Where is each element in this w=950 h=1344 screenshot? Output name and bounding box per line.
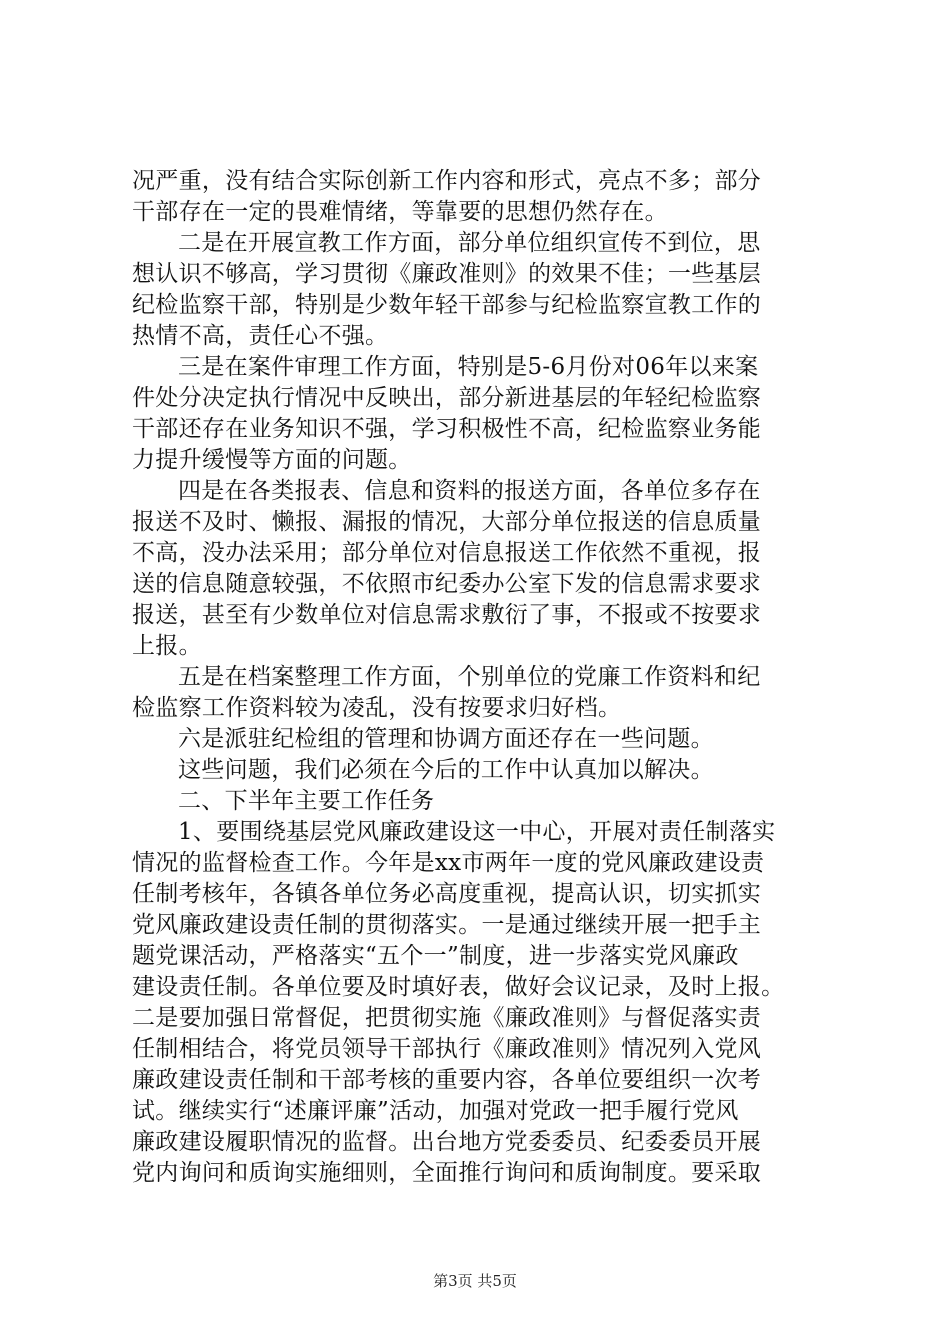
text-line: 廉政建设履职情况的监督。出台地方党委委员、纪委委员开展 bbox=[132, 1129, 762, 1155]
text-line: 纪检监察干部，特别是少数年轻干部参与纪检监察宣教工作的 bbox=[132, 292, 762, 318]
text-line: 1、要围绕基层党风廉政建设这一中心，开展对责任制落实 bbox=[178, 819, 776, 845]
text-line: 三是在案件审理工作方面，特别是5-6月份对06年以来案 bbox=[178, 354, 759, 380]
text-line: 干部还存在业务知识不强，学习积极性不高，纪检监察业务能 bbox=[132, 416, 762, 442]
text-line: 任制考核年，各镇各单位务必高度重视，提高认识，切实抓实 bbox=[132, 881, 762, 907]
text-line: 力提升缓慢等方面的问题。 bbox=[132, 447, 412, 473]
text-line: 二是在开展宣教工作方面，部分单位组织宣传不到位，思 bbox=[178, 230, 761, 256]
text-line: 廉政建设责任制和干部考核的重要内容，各单位要组织一次考 bbox=[132, 1067, 762, 1093]
text-line: 任制相结合，将党员领导干部执行《廉政准则》情况列入党风 bbox=[132, 1036, 762, 1062]
text-line: 报送不及时、懒报、漏报的情况，大部分单位报送的信息质量 bbox=[132, 509, 762, 535]
text-line: 干部存在一定的畏难情绪，等靠要的思想仍然存在。 bbox=[132, 199, 668, 225]
page-footer: 第3页 共5页 bbox=[433, 1272, 517, 1290]
text-line: 检监察工作资料较为凌乱，没有按要求归好档。 bbox=[132, 695, 622, 721]
text-line: 题党课活动，严格落实“五个一”制度，进一步落实党风廉政 bbox=[132, 943, 739, 969]
text-line: 二、下半年主要工作任务 bbox=[178, 788, 435, 814]
text-line: 件处分决定执行情况中反映出，部分新进基层的年轻纪检监察 bbox=[132, 385, 762, 411]
text-line: 情况的监督检查工作。今年是xx市两年一度的党风廉政建设责 bbox=[132, 850, 765, 876]
text-line: 这些问题，我们必须在今后的工作中认真加以解决。 bbox=[178, 757, 714, 783]
document-body bbox=[132, 166, 828, 1189]
text-line: 五是在档案整理工作方面，个别单位的党廉工作资料和纪 bbox=[178, 664, 761, 690]
text-line: 四是在各类报表、信息和资料的报送方面，各单位多存在 bbox=[178, 478, 761, 504]
text-line: 试。继续实行“述廉评廉”活动，加强对党政一把手履行党风 bbox=[132, 1098, 739, 1124]
text-line: 二是要加强日常督促，把贯彻实施《廉政准则》与督促落实责 bbox=[132, 1005, 762, 1031]
text-line: 不高，没办法采用；部分单位对信息报送工作依然不重视，报 bbox=[132, 540, 762, 566]
text-line: 况严重，没有结合实际创新工作内容和形式，亮点不多；部分 bbox=[132, 168, 762, 194]
text-line: 六是派驻纪检组的管理和协调方面还存在一些问题。 bbox=[178, 726, 714, 752]
text-line: 党内询问和质询实施细则，全面推行询问和质询制度。要采取 bbox=[132, 1160, 762, 1186]
text-line: 送的信息随意较强，不依照市纪委办公室下发的信息需求要求 bbox=[132, 571, 762, 597]
text-line: 报送，甚至有少数单位对信息需求敷衍了事，不报或不按要求 bbox=[132, 602, 762, 628]
text-line: 上报。 bbox=[132, 633, 202, 659]
text-line: 党风廉政建设责任制的贯彻落实。一是通过继续开展一把手主 bbox=[132, 912, 762, 938]
text-line: 热情不高，责任心不强。 bbox=[132, 323, 389, 349]
text-line: 建设责任制。各单位要及时填好表，做好会议记录，及时上报。 bbox=[132, 974, 785, 1000]
text-line: 想认识不够高，学习贯彻《廉政准则》的效果不佳；一些基层 bbox=[132, 261, 762, 287]
